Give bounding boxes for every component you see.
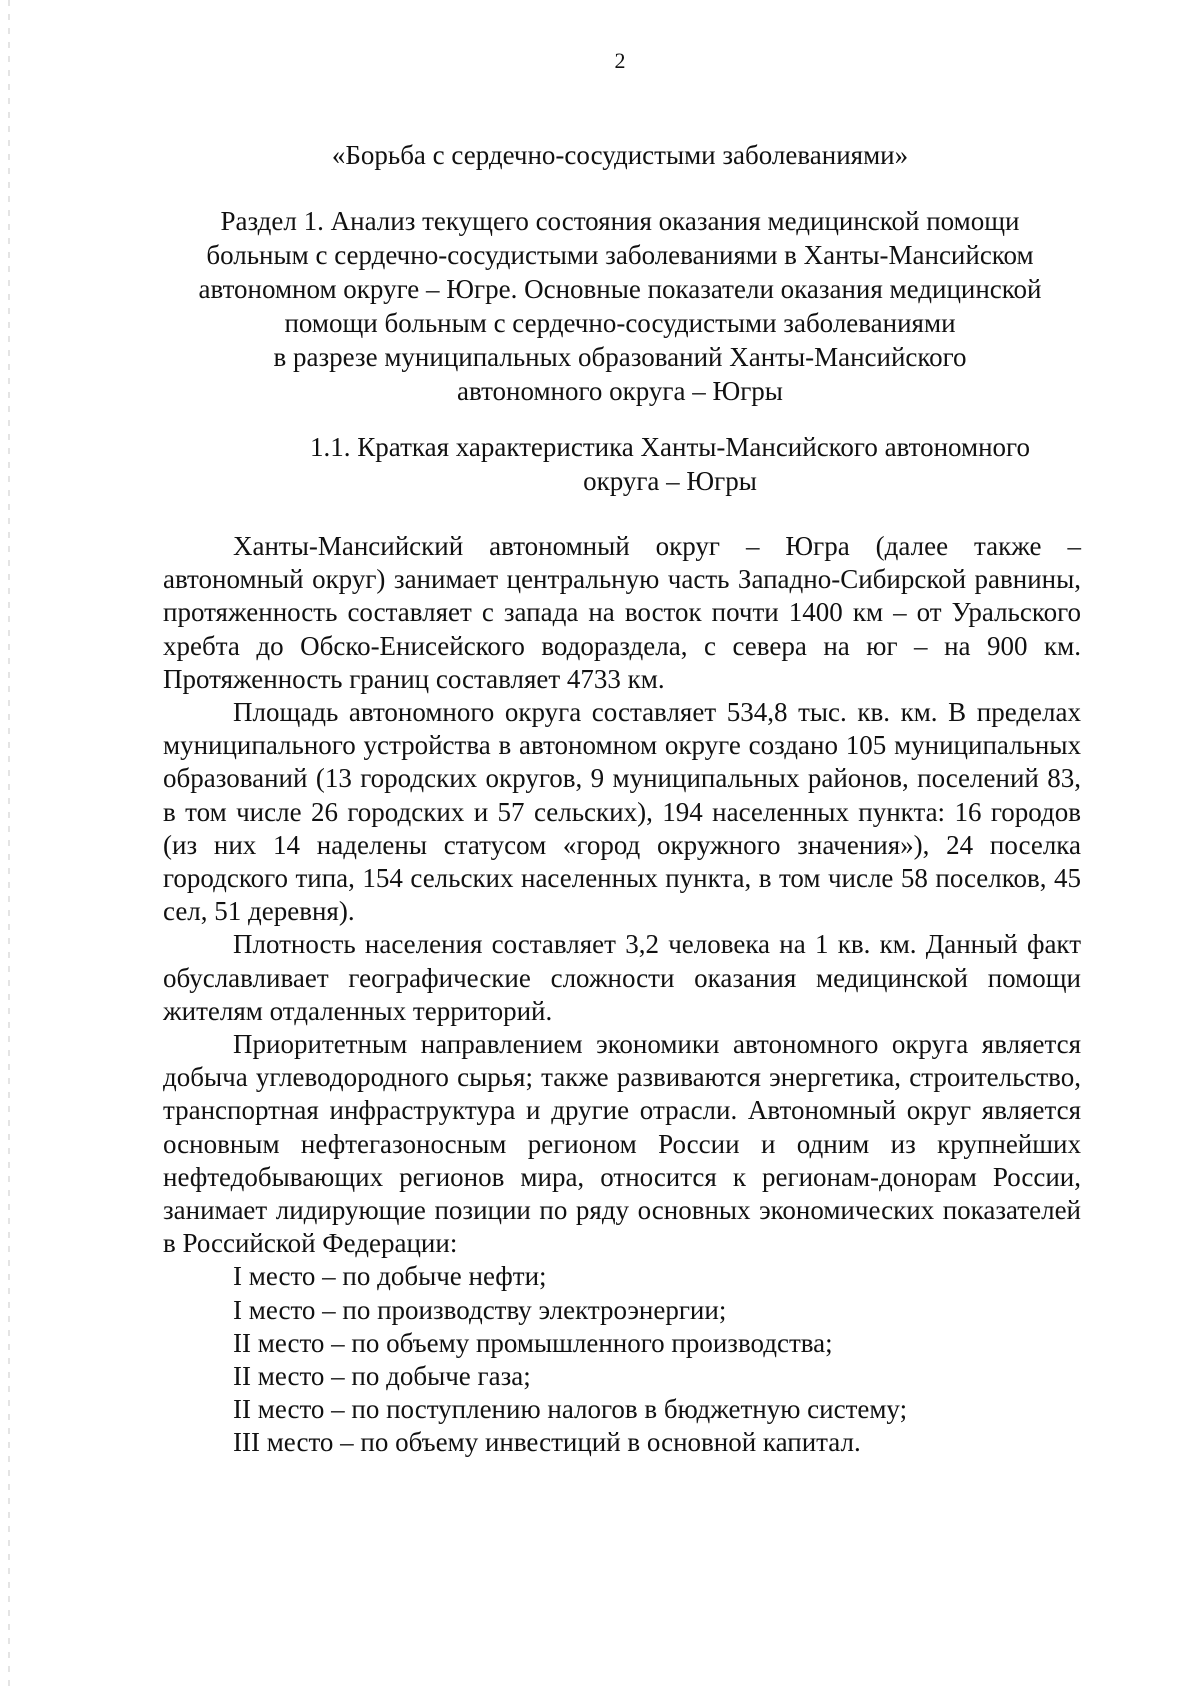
- ranking-item: II место – по объему промышленного производства;: [233, 1327, 833, 1358]
- section-heading-line: помощи больным с сердечно-сосудистыми заболеваниями: [284, 308, 956, 338]
- ranking-item: I место – по добыче нефти;: [233, 1261, 547, 1292]
- ranking-item: II место – по добыче газа;: [233, 1361, 531, 1392]
- subsection-heading-line: 1.1. Краткая характеристика Ханты-Мансийского автономного: [310, 432, 1030, 462]
- paragraph-geography: Ханты-Мансийский автономный округ – Югра (далее также – автономный округ) занимает центральную часть Западно-Сибирской равнины, протяженность составляет с запада на восток почти 1400 км – от Уральского хребта до Обско-Енисейского водораздела, с севера на юг – на 900 км. Протяженность границ составляет 4733 км.: [163, 531, 1081, 694]
- section-heading-line: автономного округа – Югры: [457, 376, 783, 406]
- subsection-heading: [260, 430, 1080, 498]
- paragraph-density: Плотность населения составляет 3,2 человека на 1 кв. км. Данный факт обуславливает географические сложности оказания медицинской помощи жителям отдаленных территорий.: [163, 929, 1081, 1026]
- ranking-item: III место – по объему инвестиций в основной капитал.: [233, 1427, 861, 1458]
- section-heading-line: Раздел 1. Анализ текущего состояния оказания медицинской помощи: [220, 206, 1020, 236]
- section-heading-line: больным с сердечно-сосудистыми заболеваниями в Ханты-Мансийском: [206, 240, 1034, 270]
- body-text: [163, 530, 1081, 1460]
- section-heading-line: автономном округе – Югре. Основные показатели оказания медицинской: [198, 274, 1042, 304]
- section-heading: [160, 204, 1080, 408]
- scan-edge-artifact: [8, 0, 10, 1686]
- paragraph-area: Площадь автономного округа составляет 534,8 тыс. кв. км. В пределах муниципального устройства в автономном округе создано 105 муниципальных образований (13 городских округов, 9 муниципальных районов, поселений 83, в том числе 26 городских и 57 сельских), 194 населенных пункта: 16 городов (из них 14 наделены статусом «город окружного значения»), 24 поселка городского типа, 154 сельских населенных пункта, в том числе 58 поселков, 45 сел, 51 деревня).: [163, 697, 1081, 927]
- ranking-item: I место – по производству электроэнергии;: [233, 1294, 727, 1325]
- paragraph-economy: Приоритетным направлением экономики автономного округа является добыча углеводородного сырья; также развиваются энергетика, строительство, транспортная инфраструктура и другие отрасли. Автономный округ является основным нефтегазоносным регионом России и одним из крупнейших нефтедобывающих регионов мира, относится к регионам-донорам России, занимает лидирующие позиции по ряду основных экономических показателей в Российской Федерации:: [163, 1029, 1081, 1259]
- section-heading-line: в разрезе муниципальных образований Ханты-Мансийского: [273, 342, 967, 372]
- rankings-list: [163, 1260, 1081, 1459]
- document-title: «Борьба с сердечно-сосудистыми заболеваниями»: [331, 140, 909, 170]
- subsection-heading-line: округа – Югры: [583, 466, 757, 496]
- ranking-item: II место – по поступлению налогов в бюджетную систему;: [233, 1394, 908, 1425]
- page-number: 2: [614, 48, 626, 73]
